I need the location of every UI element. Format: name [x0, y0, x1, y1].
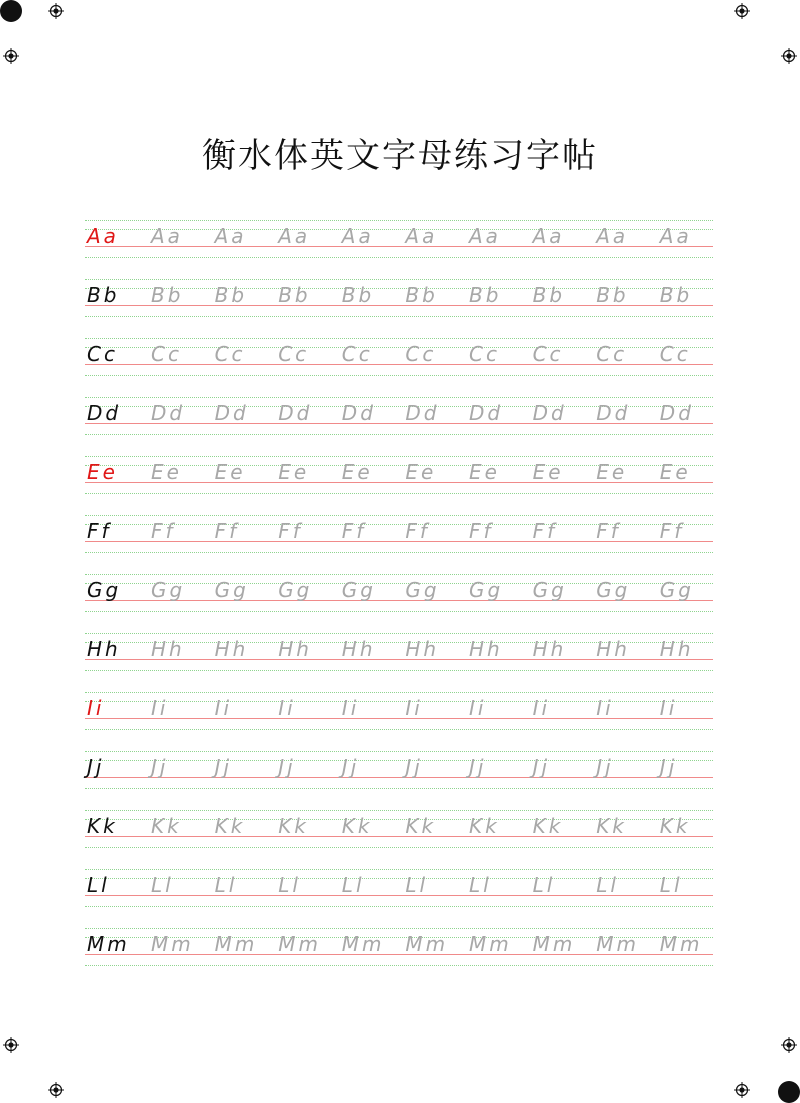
trace-letter-pair: Aa: [596, 224, 629, 248]
trace-letter-pair: Ee: [659, 460, 691, 484]
trace-letter-pair: Jj: [151, 755, 169, 779]
trace-letter-pair: Aa: [405, 224, 438, 248]
trace-letter-pair: Jj: [341, 755, 360, 779]
trace-letter-pair: Mm: [659, 932, 703, 956]
guide-rule: [85, 965, 713, 966]
letter-cells: [85, 931, 713, 957]
letter-cells: [85, 341, 713, 367]
trace-letter-pair: Bb: [469, 283, 502, 307]
trace-letter-pair: Mm: [596, 932, 639, 956]
trace-letter-pair: Mm: [214, 932, 258, 956]
trace-letter-pair: Jj: [532, 755, 551, 779]
trace-letter-pair: Bb: [659, 283, 693, 307]
trace-letter-pair: Ee: [278, 460, 310, 484]
trace-letter-pair: Ee: [405, 460, 437, 484]
trace-letter-pair: Cc: [659, 342, 691, 366]
trace-letter-pair: Gg: [659, 578, 694, 602]
registration-mark-icon: [3, 48, 19, 64]
trace-letter-pair: Gg: [151, 578, 186, 602]
model-letter-pair: Ee: [87, 460, 118, 484]
trace-letter-pair: Bb: [532, 283, 566, 307]
letter-cells: [85, 400, 713, 426]
trace-letter-pair: Kk: [214, 814, 246, 838]
guide-rule: [85, 574, 713, 575]
model-letter-pair: Ll: [87, 873, 110, 897]
trace-letter-pair: Dd: [659, 401, 694, 425]
guide-rule: [85, 257, 713, 258]
trace-letter-pair: Ll: [151, 873, 174, 897]
trace-letter-pair: Kk: [659, 814, 691, 838]
registration-mark-icon: [48, 3, 64, 19]
trace-letter-pair: Ll: [532, 873, 556, 897]
model-letter-pair: Ff: [87, 519, 112, 543]
guide-rule: [85, 788, 713, 789]
trace-letter-pair: Aa: [469, 224, 501, 248]
model-letter-pair: Hh: [87, 637, 121, 661]
guide-rule: [85, 456, 713, 457]
practice-row: [85, 751, 713, 810]
guide-rule: [85, 493, 713, 494]
trace-letter-pair: Hh: [532, 637, 567, 661]
trace-letter-pair: Ff: [341, 519, 367, 543]
guide-rule: [85, 810, 713, 811]
trace-letter-pair: Hh: [214, 637, 249, 661]
trace-letter-pair: Ff: [405, 519, 430, 543]
trace-letter-pair: Mm: [278, 932, 321, 956]
guide-rule: [85, 397, 713, 398]
trace-letter-pair: Cc: [405, 342, 437, 366]
trace-letter-pair: Bb: [151, 283, 184, 307]
practice-row: [85, 515, 713, 574]
trace-letter-pair: Ee: [596, 460, 628, 484]
practice-row: [85, 810, 713, 869]
trace-letter-pair: Ff: [532, 519, 558, 543]
trace-letter-pair: Cc: [151, 342, 182, 366]
trace-letter-pair: Hh: [659, 637, 694, 661]
registration-mark-icon: [3, 1037, 19, 1053]
trace-letter-pair: Jj: [405, 755, 423, 779]
guide-rule: [85, 611, 713, 612]
model-letter-pair: Ii: [87, 696, 105, 720]
letter-cells: [85, 695, 713, 721]
trace-letter-pair: Gg: [405, 578, 440, 602]
model-letter-pair: Mm: [87, 932, 130, 956]
model-letter-pair: Bb: [87, 283, 120, 307]
corner-dot-icon: [0, 0, 22, 22]
trace-letter-pair: Ee: [469, 460, 500, 484]
trace-letter-pair: Bb: [341, 283, 375, 307]
practice-row: [85, 456, 713, 515]
trace-letter-pair: Ii: [214, 696, 233, 720]
trace-letter-pair: Mm: [532, 932, 576, 956]
letter-cells: [85, 872, 713, 898]
trace-letter-pair: Dd: [151, 401, 186, 425]
trace-letter-pair: Gg: [278, 578, 313, 602]
guide-rule: [85, 633, 713, 634]
trace-letter-pair: Aa: [214, 224, 247, 248]
guide-rule: [85, 847, 713, 848]
trace-letter-pair: Cc: [278, 342, 310, 366]
trace-letter-pair: Gg: [341, 578, 376, 602]
trace-letter-pair: Gg: [596, 578, 631, 602]
guide-rule: [85, 751, 713, 752]
guide-rule: [85, 670, 713, 671]
registration-mark-icon: [781, 48, 797, 64]
guide-rule: [85, 692, 713, 693]
trace-letter-pair: Ff: [214, 519, 240, 543]
guide-rule: [85, 279, 713, 280]
guide-rule: [85, 928, 713, 929]
model-letter-pair: Dd: [87, 401, 122, 425]
trace-letter-pair: Ee: [151, 460, 182, 484]
trace-letter-pair: Aa: [278, 224, 311, 248]
trace-letter-pair: Dd: [214, 401, 249, 425]
guide-rule: [85, 434, 713, 435]
letter-cells: [85, 223, 713, 249]
practice-row: [85, 633, 713, 692]
trace-letter-pair: Mm: [341, 932, 385, 956]
guide-rule: [85, 316, 713, 317]
guide-rule: [85, 515, 713, 516]
guide-rule: [85, 220, 713, 221]
trace-letter-pair: Aa: [659, 224, 692, 248]
practice-row: [85, 692, 713, 751]
trace-letter-pair: Cc: [341, 342, 373, 366]
trace-letter-pair: Ff: [659, 519, 685, 543]
letter-cells: [85, 282, 713, 308]
trace-letter-pair: Dd: [469, 401, 504, 425]
trace-letter-pair: Ii: [151, 696, 169, 720]
model-letter-pair: Aa: [87, 224, 119, 248]
trace-letter-pair: Bb: [596, 283, 629, 307]
trace-letter-pair: Gg: [214, 578, 249, 602]
guide-rule: [85, 906, 713, 907]
practice-row: [85, 928, 713, 987]
trace-letter-pair: Mm: [405, 932, 449, 956]
practice-row: [85, 397, 713, 456]
guide-rule: [85, 375, 713, 376]
trace-letter-pair: Ll: [469, 873, 492, 897]
registration-mark-icon: [781, 1037, 797, 1053]
trace-letter-pair: Ii: [278, 696, 296, 720]
trace-letter-pair: Ll: [341, 873, 365, 897]
trace-letter-pair: Cc: [532, 342, 564, 366]
letter-cells: [85, 459, 713, 485]
trace-letter-pair: Kk: [405, 814, 437, 838]
trace-letter-pair: Kk: [151, 814, 182, 838]
trace-letter-pair: Cc: [596, 342, 628, 366]
trace-letter-pair: Gg: [532, 578, 567, 602]
letter-cells: [85, 518, 713, 544]
trace-letter-pair: Kk: [469, 814, 500, 838]
registration-mark-icon: [48, 1082, 64, 1098]
trace-letter-pair: Ii: [341, 696, 360, 720]
trace-letter-pair: Ll: [596, 873, 619, 897]
trace-letter-pair: Jj: [659, 755, 678, 779]
trace-letter-pair: Dd: [405, 401, 440, 425]
trace-letter-pair: Hh: [405, 637, 440, 661]
letter-cells: [85, 813, 713, 839]
trace-letter-pair: Ii: [469, 696, 487, 720]
trace-letter-pair: Aa: [341, 224, 374, 248]
registration-mark-icon: [734, 1082, 750, 1098]
trace-letter-pair: Dd: [341, 401, 376, 425]
guide-rule: [85, 552, 713, 553]
trace-letter-pair: Mm: [151, 932, 194, 956]
practice-row: [85, 574, 713, 633]
trace-letter-pair: Dd: [278, 401, 313, 425]
trace-letter-pair: Ff: [278, 519, 303, 543]
trace-letter-pair: Ii: [532, 696, 551, 720]
trace-letter-pair: Ll: [278, 873, 301, 897]
trace-letter-pair: Bb: [405, 283, 438, 307]
trace-letter-pair: Hh: [469, 637, 503, 661]
trace-letter-pair: Ff: [469, 519, 494, 543]
trace-letter-pair: Ll: [659, 873, 683, 897]
trace-letter-pair: Aa: [151, 224, 183, 248]
model-letter-pair: Kk: [87, 814, 118, 838]
trace-letter-pair: Dd: [532, 401, 567, 425]
guide-rule: [85, 729, 713, 730]
trace-letter-pair: Ll: [405, 873, 429, 897]
letter-cells: [85, 636, 713, 662]
trace-letter-pair: Kk: [596, 814, 627, 838]
trace-letter-pair: Ee: [532, 460, 564, 484]
practice-sheet: [85, 220, 713, 987]
trace-letter-pair: Ii: [659, 696, 678, 720]
trace-letter-pair: Aa: [532, 224, 565, 248]
trace-letter-pair: Ii: [596, 696, 614, 720]
trace-letter-pair: Hh: [151, 637, 185, 661]
trace-letter-pair: Mm: [469, 932, 512, 956]
guide-rule: [85, 869, 713, 870]
trace-letter-pair: Dd: [596, 401, 631, 425]
trace-letter-pair: Ee: [214, 460, 246, 484]
practice-row: [85, 869, 713, 928]
model-letter-pair: Cc: [87, 342, 118, 366]
trace-letter-pair: Jj: [278, 755, 296, 779]
trace-letter-pair: Ii: [405, 696, 423, 720]
letter-cells: [85, 754, 713, 780]
trace-letter-pair: Jj: [469, 755, 487, 779]
trace-letter-pair: Hh: [341, 637, 376, 661]
trace-letter-pair: Kk: [532, 814, 564, 838]
trace-letter-pair: Jj: [596, 755, 614, 779]
trace-letter-pair: Ll: [214, 873, 238, 897]
trace-letter-pair: Ee: [341, 460, 373, 484]
practice-row: [85, 279, 713, 338]
corner-dot-icon: [778, 1081, 800, 1103]
model-letter-pair: Gg: [87, 578, 122, 602]
guide-rule: [85, 338, 713, 339]
trace-letter-pair: Kk: [341, 814, 373, 838]
trace-letter-pair: Ff: [151, 519, 176, 543]
model-letter-pair: Jj: [87, 755, 105, 779]
trace-letter-pair: Bb: [214, 283, 248, 307]
practice-row: [85, 338, 713, 397]
trace-letter-pair: Cc: [469, 342, 500, 366]
trace-letter-pair: Kk: [278, 814, 309, 838]
trace-letter-pair: Cc: [214, 342, 246, 366]
trace-letter-pair: Ff: [596, 519, 621, 543]
page-title: 衡水体英文字母练习字帖: [202, 136, 598, 176]
letter-cells: [85, 577, 713, 603]
trace-letter-pair: Hh: [596, 637, 630, 661]
trace-letter-pair: Jj: [214, 755, 233, 779]
registration-mark-icon: [734, 3, 750, 19]
trace-letter-pair: Hh: [278, 637, 312, 661]
trace-letter-pair: Gg: [469, 578, 504, 602]
trace-letter-pair: Bb: [278, 283, 311, 307]
practice-row: [85, 220, 713, 279]
